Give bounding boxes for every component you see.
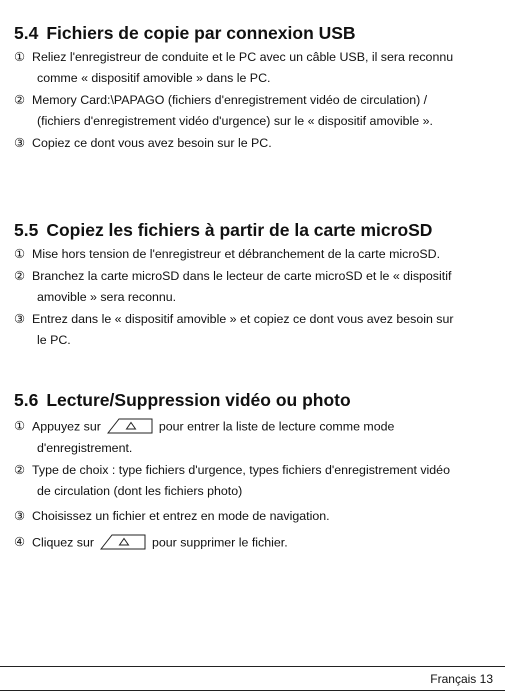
item-text-after-icon: pour supprimer le fichier. — [151, 535, 288, 550]
step-marker: ② — [14, 463, 26, 477]
item-text: Mise hors tension de l'enregistreur et débranchement de la carte microSD. — [32, 247, 441, 261]
item-text: Type de choix : type fichiers d'urgence, types fichiers d'enregistrement vidéo — [32, 463, 450, 477]
step-marker: ③ — [14, 509, 26, 523]
item-text: Entrez dans le « dispositif amovible » et copiez ce dont vous avez besoin sur — [32, 312, 454, 326]
footer-top-rule — [0, 666, 505, 667]
section-number: 5.4 — [14, 23, 39, 43]
list-item — [14, 136, 494, 151]
section-heading — [14, 219, 494, 241]
list-item — [14, 419, 494, 456]
up-triangle-button-icon — [100, 534, 146, 550]
step-marker: ③ — [14, 312, 26, 326]
list-item — [14, 312, 494, 348]
item-text-continued: d'enregistrement. — [37, 441, 133, 455]
item-text-continued: le PC. — [37, 333, 71, 347]
list-item — [14, 509, 494, 524]
section-title: Fichiers de copie par connexion USB — [46, 23, 356, 43]
step-marker: ① — [14, 50, 26, 64]
item-text: Reliez l'enregistreur de conduite et le PC avec un câble USB, il sera reconnu — [32, 50, 454, 64]
section-5-4 — [14, 22, 494, 151]
section-number: 5.5 — [14, 220, 39, 240]
list-item — [14, 463, 494, 499]
list-item — [14, 535, 494, 551]
section-heading — [14, 22, 494, 44]
item-text-before-icon: Appuyez sur — [32, 419, 101, 434]
footer-bottom-rule — [0, 690, 505, 691]
item-text-after-icon: pour entrer la liste de lecture comme mode — [158, 419, 395, 434]
step-marker: ① — [14, 247, 26, 261]
item-text: Copiez ce dont vous avez besoin sur le PC. — [32, 136, 272, 150]
step-marker: ② — [14, 269, 26, 283]
section-title: Copiez les fichiers à partir de la carte microSD — [46, 220, 433, 240]
item-text: Branchez la carte microSD dans le lecteur de carte microSD et le « dispositif — [32, 269, 452, 283]
item-text: Choisissez un fichier et entrez en mode de navigation. — [32, 509, 330, 523]
step-marker: ① — [14, 419, 26, 433]
list-item — [14, 50, 494, 86]
step-marker: ③ — [14, 136, 26, 150]
list-item — [14, 93, 494, 129]
item-text-continued: (fichiers d'enregistrement vidéo d'urgence) sur le « dispositif amovible ». — [37, 114, 433, 128]
section-number: 5.6 — [14, 390, 39, 410]
section-5-5 — [14, 219, 494, 348]
step-marker: ② — [14, 93, 26, 107]
item-text-before-icon: Cliquez sur — [32, 535, 94, 550]
section-5-6 — [14, 389, 494, 551]
up-triangle-button-icon — [107, 418, 153, 434]
item-text-continued: comme « dispositif amovible » dans le PC. — [37, 71, 271, 85]
list-item — [14, 269, 494, 305]
item-text-continued: amovible » sera reconnu. — [37, 290, 177, 304]
section-heading — [14, 389, 494, 411]
item-text: Memory Card:\PAPAGO (fichiers d'enregistrement vidéo de circulation) / — [32, 93, 428, 107]
page-number-label: Français 13 — [430, 672, 493, 686]
step-marker: ④ — [14, 535, 26, 549]
item-text-continued: de circulation (dont les fichiers photo) — [37, 484, 243, 498]
section-title: Lecture/Suppression vidéo ou photo — [46, 390, 351, 410]
list-item — [14, 247, 494, 262]
